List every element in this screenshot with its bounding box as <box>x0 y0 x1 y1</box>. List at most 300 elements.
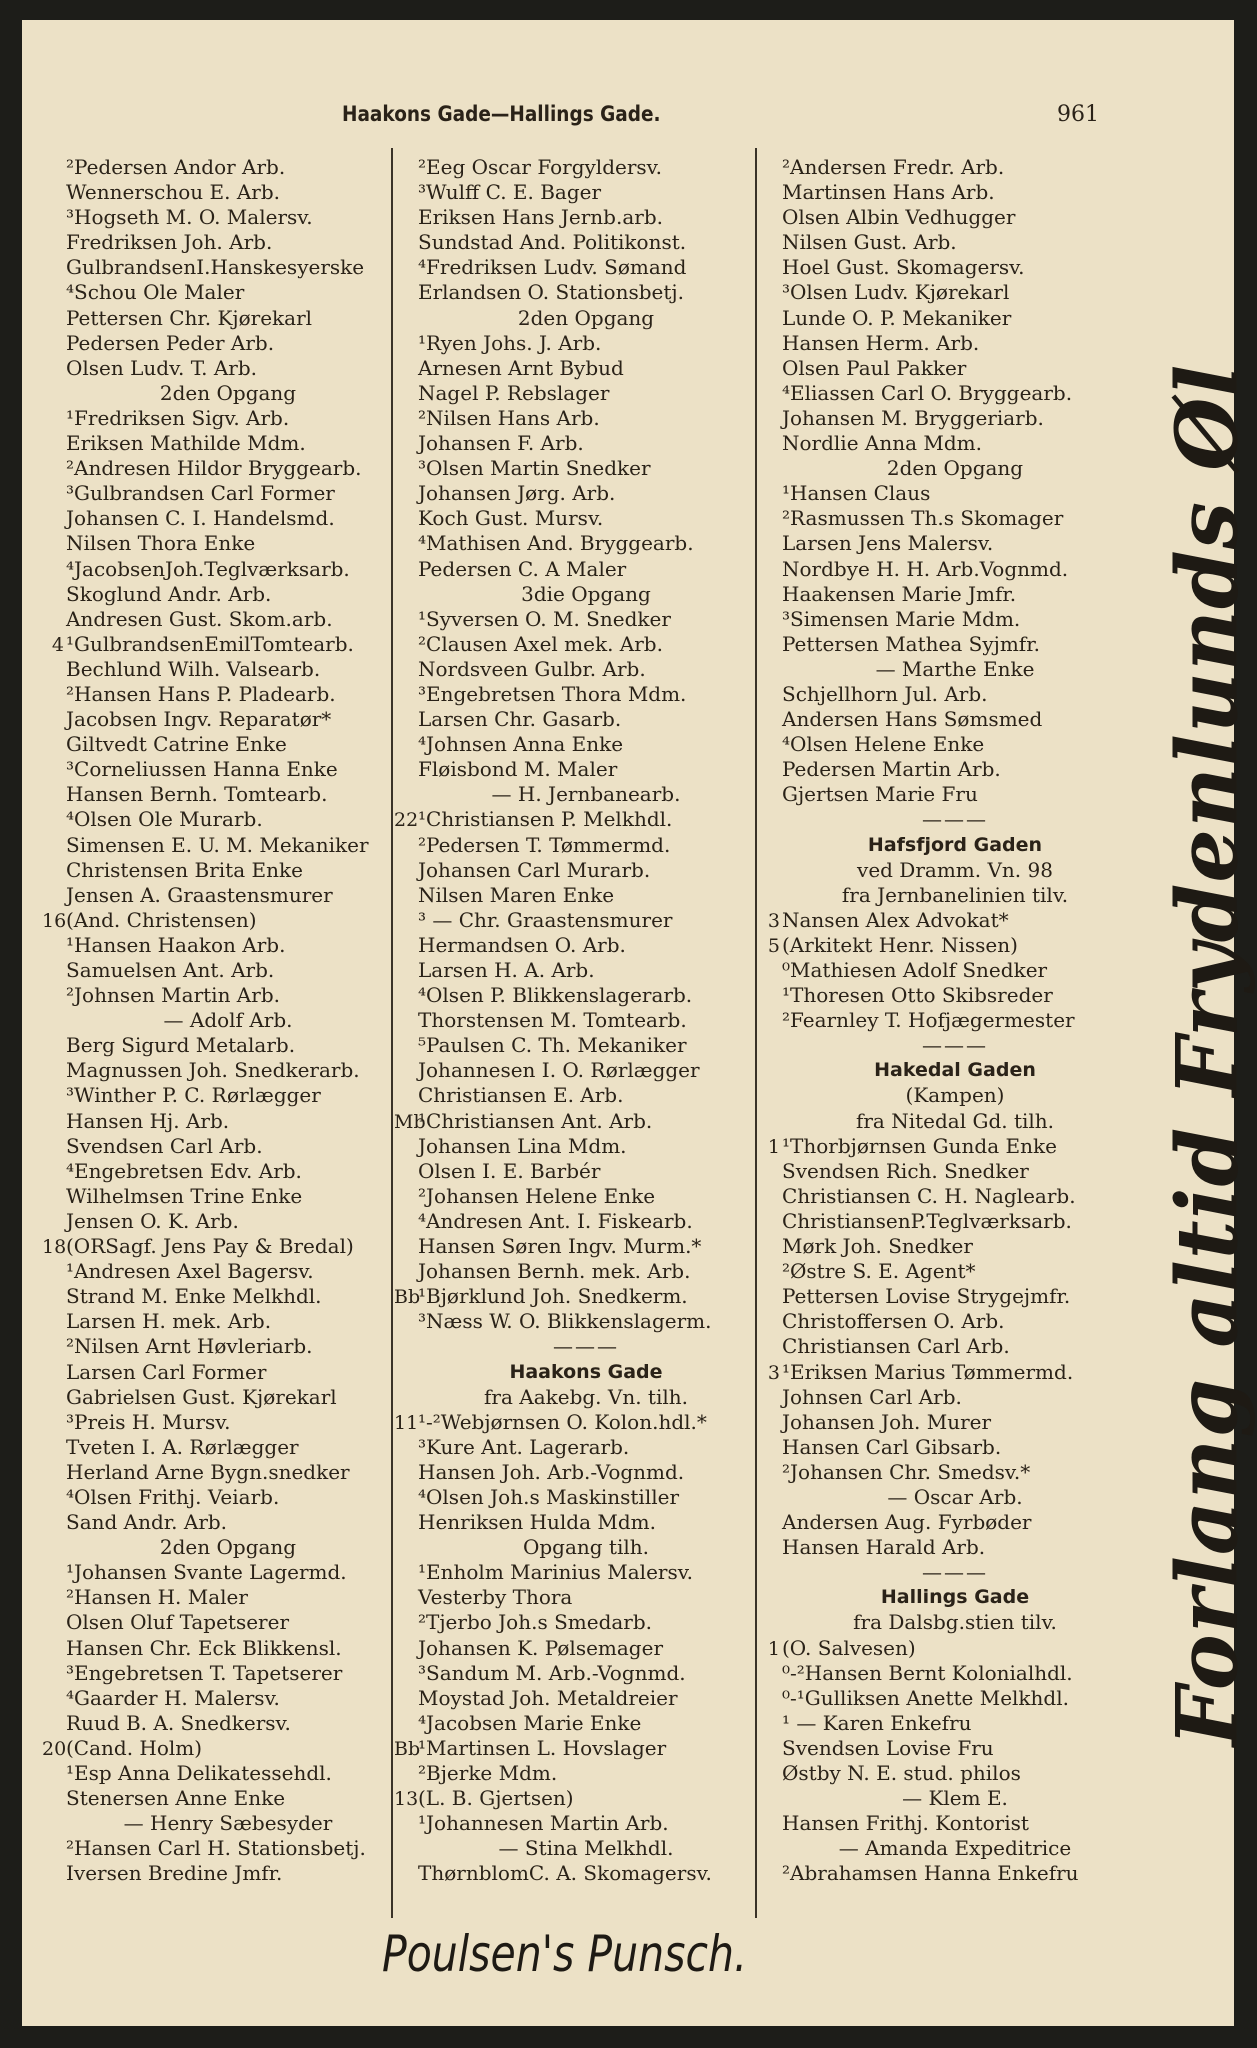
entry-text: Johannesen I. O. Rørlægger <box>418 1058 700 1083</box>
column-2 <box>394 155 754 1886</box>
directory-entry <box>758 255 1128 280</box>
house-number: 3 <box>767 1361 780 1384</box>
entry-text: ²Andersen Fredr. Arb. <box>782 155 1005 179</box>
directory-entry <box>42 1234 390 1259</box>
entry-text: Andresen Gust. Skom.arb. <box>66 606 333 631</box>
entry-text: 2den Opgang <box>886 456 1024 481</box>
entry-text: ——— <box>553 1334 619 1359</box>
entry-text: ²Eeg Oscar Forgyldersv. <box>418 155 662 179</box>
entry-text: Johansen Carl Murarb. <box>418 857 651 882</box>
directory-entry <box>42 481 390 506</box>
directory-entry <box>42 933 390 958</box>
entry-text: ²Pedersen T. Tømmermd. <box>418 832 671 857</box>
entry-text: Nansen Alex Advokat* <box>782 907 1009 932</box>
directory-entry <box>42 657 390 682</box>
directory-entry <box>394 632 754 657</box>
entry-text: ²Hansen Hans P. Pladearb. <box>66 681 336 706</box>
entry-text: ³ — Chr. Graastensmurer <box>418 907 673 932</box>
house-number: 22 <box>394 809 419 832</box>
entry-text: ⁴Olsen Frithj. Veiarb. <box>66 1484 280 1509</box>
entry-text: Jensen A. Graastensmurer <box>66 882 333 907</box>
entry-text: ⁴Mathisen And. Bryggearb. <box>418 531 694 556</box>
directory-entry <box>758 356 1128 381</box>
entry-text: fra Aakebg. Vn. tilh. <box>484 1384 688 1409</box>
directory-entry <box>758 506 1128 531</box>
entry-text: ²Pedersen Andor Arb. <box>66 155 286 179</box>
directory-entry <box>42 1309 390 1334</box>
entry-text: ¹-²Webjørnsen O. Kolon.hdl.* <box>418 1409 707 1434</box>
directory-entry <box>42 180 390 205</box>
entry-text: Hansen Joh. Arb.-Vognmd. <box>418 1459 685 1484</box>
house-number: Mb <box>394 1110 426 1133</box>
directory-entry <box>42 607 390 632</box>
entry-text: ²Nilsen Arnt Høvleriarb. <box>66 1334 313 1359</box>
entry-text: ²Johnsen Martin Arb. <box>66 983 280 1008</box>
entry-text: Henriksen Hulda Mdm. <box>418 1510 656 1535</box>
directory-entry <box>758 1259 1128 1284</box>
directory-entry <box>394 1008 754 1033</box>
directory-entry <box>758 1510 1128 1535</box>
directory-entry <box>394 1610 754 1635</box>
directory-entry <box>758 682 1128 707</box>
directory-entry <box>758 331 1128 356</box>
entry-text: — Henry Sæbesyder <box>123 1811 333 1836</box>
entry-text: ¹Esp Anna Delikatessehdl. <box>66 1761 332 1785</box>
entry-text: ³Engebretsen T. Tapetserer <box>66 1660 343 1685</box>
entry-text: ³Kure Ant. Lagerarb. <box>418 1434 630 1459</box>
directory-entry <box>42 1786 390 1811</box>
entry-text: Hallings Gade <box>880 1586 1030 1609</box>
entry-text: — Oscar Arb. <box>887 1484 1023 1509</box>
entry-text: Hansen Chr. Eck Blikkensl. <box>66 1635 342 1660</box>
entry-text: Arnesen Arnt Bybud <box>418 355 624 380</box>
directory-entry <box>42 1109 390 1134</box>
entry-text: Samuelsen Ant. Arb. <box>66 958 275 982</box>
directory-entry <box>42 1259 390 1284</box>
entry-text: Johansen C. I. Handelsmd. <box>66 506 335 531</box>
directory-entry <box>394 1159 754 1184</box>
entry-text: Herland Arne Bygn.snedker <box>66 1459 350 1484</box>
directory-entry <box>758 1535 1128 1560</box>
entry-text: Jacobsen Ingv. Reparatør* <box>66 707 332 732</box>
entry-text: Fløisbond M. Maler <box>418 757 618 782</box>
directory-entry <box>42 1334 390 1359</box>
entry-text: Hansen Hj. Arb. <box>66 1108 230 1133</box>
directory-entry <box>42 1385 390 1410</box>
directory-entry <box>394 607 754 632</box>
entry-text: Skoglund Andr. Arb. <box>66 581 272 606</box>
entry-text: Johansen Jørg. Arb. <box>418 481 616 506</box>
directory-entry <box>42 1033 390 1058</box>
directory-entry <box>758 582 1128 607</box>
entry-text: ¹Syversen O. M. Snedker <box>418 606 671 631</box>
entry-text: Fredriksen Joh. Arb. <box>66 230 273 255</box>
directory-entry <box>758 381 1128 406</box>
directory-entry <box>42 1585 390 1610</box>
directory-entry <box>42 1058 390 1083</box>
entry-text: fra Jernbanelinien tilv. <box>841 882 1069 907</box>
directory-entry <box>42 1636 390 1661</box>
entry-text: Sundstad And. Politikonst. <box>418 230 687 255</box>
entry-text: Johansen K. Pølsemager <box>418 1635 664 1660</box>
entry-text: ⁴Engebretsen Edv. Arb. <box>66 1158 302 1183</box>
directory-entry <box>42 1560 390 1585</box>
directory-entry <box>758 481 1128 506</box>
entry-text: ⁰-¹Gulliksen Anette Melkhdl. <box>782 1685 1069 1710</box>
entry-text: Strand M. Enke Melkhdl. <box>66 1284 322 1309</box>
entry-text: ³Wulff C. E. Bager <box>418 180 602 205</box>
entry-text: ⁴Olsen Ole Murarb. <box>66 807 263 832</box>
directory-entry <box>394 381 754 406</box>
directory-entry <box>394 1134 754 1159</box>
entry-text: Koch Gust. Mursv. <box>418 506 604 531</box>
entry-text: Schjellhorn Jul. Arb. <box>782 681 988 706</box>
directory-entry <box>394 983 754 1008</box>
entry-text: ChristiansenP.Teglværksarb. <box>782 1208 1072 1233</box>
directory-entry <box>758 1636 1128 1661</box>
directory-entry <box>758 406 1128 431</box>
directory-entry <box>758 933 1128 958</box>
directory-entry <box>42 531 390 556</box>
directory-entry <box>42 1686 390 1711</box>
entry-text: ¹Eriksen Marius Tømmermd. <box>782 1359 1074 1384</box>
directory-entry <box>758 1861 1128 1886</box>
directory-entry <box>758 1083 1128 1108</box>
entry-text: Østby N. E. stud. philos <box>782 1761 1021 1785</box>
entry-text: Hansen Frithj. Kontorist <box>782 1811 1029 1836</box>
entry-text: Larsen Carl Former <box>66 1359 267 1384</box>
entry-text: ⁴Fredriksen Ludv. Sømand <box>418 255 687 280</box>
entry-text: ³Næss W. O. Blikkenslagerm. <box>418 1309 712 1334</box>
directory-entry <box>758 732 1128 757</box>
house-number: 1 <box>767 1135 780 1158</box>
directory-entry <box>758 1836 1128 1861</box>
directory-entry <box>42 833 390 858</box>
directory-entry <box>394 883 754 908</box>
directory-entry <box>758 1360 1128 1385</box>
entry-text: Nordlie Anna Mdm. <box>782 431 982 456</box>
directory-entry <box>42 883 390 908</box>
directory-entry <box>42 632 390 657</box>
section-separator <box>758 1033 1128 1058</box>
entry-text: ²Nilsen Hans Arb. <box>418 405 600 430</box>
entry-text: Hakedal Gaden <box>874 1059 1036 1082</box>
entry-text: ¹Johannesen Martin Arb. <box>418 1811 669 1836</box>
directory-entry <box>42 958 390 983</box>
directory-entry <box>394 255 754 280</box>
entry-text: Hermandsen O. Arb. <box>418 932 626 957</box>
entry-text: ⁴Schou Ole Maler <box>66 280 245 305</box>
house-number: 11 <box>394 1411 419 1434</box>
directory-entry <box>42 431 390 456</box>
section-separator <box>758 1560 1128 1585</box>
directory-entry <box>42 582 390 607</box>
directory-entry <box>758 607 1128 632</box>
directory-entry <box>42 732 390 757</box>
entry-text: Pedersen C. A Maler <box>418 556 627 581</box>
column-divider <box>391 148 393 1918</box>
directory-entry <box>394 958 754 983</box>
entry-text: Nordsveen Gulbr. Arb. <box>418 656 646 681</box>
directory-entry <box>394 1259 754 1284</box>
entry-text: ²Bjerke Mdm. <box>418 1761 558 1785</box>
entry-text: ¹Johansen Svante Lagermd. <box>66 1560 347 1585</box>
directory-entry <box>42 1435 390 1460</box>
directory-entry <box>42 1284 390 1309</box>
directory-entry <box>758 858 1128 883</box>
entry-text: ⁰-²Hansen Bernt Kolonialhdl. <box>782 1660 1073 1685</box>
house-number: 13 <box>394 1788 419 1811</box>
entry-text: ¹Bjørklund Joh. Snedkerm. <box>418 1284 688 1309</box>
entry-text: ³Olsen Ludv. Kjørekarl <box>782 280 1010 305</box>
entry-text: — Klem E. <box>902 1786 1008 1811</box>
entry-text: ³Preis H. Mursv. <box>66 1409 231 1434</box>
directory-entry <box>758 1385 1128 1410</box>
entry-text: Berg Sigurd Metalarb. <box>66 1033 296 1058</box>
entry-text: Nilsen Maren Enke <box>418 882 615 907</box>
directory-entry <box>758 155 1128 180</box>
entry-text: ¹Martinsen L. Hovslager <box>418 1735 667 1760</box>
directory-entry <box>394 1535 754 1560</box>
entry-text: ¹Christiansen P. Melkhdl. <box>418 807 673 832</box>
entry-text: (Cand. Holm) <box>66 1735 203 1760</box>
directory-entry <box>394 481 754 506</box>
directory-entry <box>394 1109 754 1134</box>
entry-text: Iversen Bredine Jmfr. <box>66 1861 283 1886</box>
entry-text: Moystad Joh. Metaldreier <box>418 1685 678 1710</box>
directory-entry <box>758 707 1128 732</box>
directory-entry <box>42 807 390 832</box>
entry-text: ¹Fredriksen Sigv. Arb. <box>66 405 290 430</box>
house-number: 5 <box>767 934 780 957</box>
entry-text: ¹Christiansen Ant. Arb. <box>418 1108 653 1133</box>
entry-text: Nagel P. Rebslager <box>418 380 610 405</box>
directory-entry <box>758 1410 1128 1435</box>
entry-text: Stenersen Anne Enke <box>66 1786 286 1811</box>
directory-entry <box>758 657 1128 682</box>
directory-entry <box>42 1836 390 1861</box>
entry-text: ²Johansen Chr. Smedsv.* <box>782 1459 1031 1484</box>
directory-entry <box>394 1284 754 1309</box>
entry-text: (L. B. Gjertsen) <box>418 1786 574 1811</box>
directory-entry <box>394 682 754 707</box>
house-number: 16 <box>42 909 67 932</box>
entry-text: ¹ — Karen Enkefru <box>782 1710 972 1735</box>
entry-text: (Kampen) <box>905 1083 1005 1108</box>
directory-entry <box>42 1711 390 1736</box>
entry-text: Larsen Jens Malersv. <box>782 531 994 556</box>
entry-text: ¹Hansen Haakon Arb. <box>66 932 286 957</box>
entry-text: ¹Ryen Johs. J. Arb. <box>418 330 602 355</box>
entry-text: fra Dalsbg.stien tilv. <box>853 1610 1057 1635</box>
directory-entry <box>394 306 754 331</box>
entry-text: Nordbye H. H. Arb.Vognmd. <box>782 556 1069 581</box>
entry-text: ⁴Andresen Ant. I. Fiskearb. <box>418 1208 693 1233</box>
entry-text: ²Clausen Axel mek. Arb. <box>418 631 663 656</box>
house-number: 4 <box>51 633 64 656</box>
entry-text: Hoel Gust. Skomagersv. <box>782 255 1025 280</box>
directory-entry <box>758 1008 1128 1033</box>
entry-text: Nilsen Thora Enke <box>66 531 256 556</box>
entry-text: Nilsen Gust. Arb. <box>782 230 957 255</box>
entry-text: Svendsen Rich. Snedker <box>782 1158 1029 1183</box>
entry-text: Haakensen Marie Jmfr. <box>782 581 1017 606</box>
entry-text: ¹GulbrandsenEmilTomtearb. <box>66 631 354 656</box>
entry-text: — H. Jernbanearb. <box>491 782 681 807</box>
directory-entry <box>758 1460 1128 1485</box>
entry-text: Larsen H. mek. Arb. <box>66 1309 272 1334</box>
entry-text: ²Hansen Carl H. Stationsbetj. <box>66 1836 366 1861</box>
directory-entry <box>42 331 390 356</box>
directory-entry <box>758 306 1128 331</box>
entry-text: ³Corneliussen Hanna Enke <box>66 757 338 782</box>
directory-entry <box>394 1510 754 1535</box>
directory-entry <box>42 1184 390 1209</box>
directory-entry <box>394 1058 754 1083</box>
directory-entry <box>42 280 390 305</box>
directory-entry <box>394 1385 754 1410</box>
street-heading <box>758 833 1128 858</box>
directory-entry <box>758 1761 1128 1786</box>
directory-entry <box>394 1410 754 1435</box>
entry-text: Olsen Albin Vedhugger <box>782 205 1016 230</box>
directory-entry <box>42 1360 390 1385</box>
entry-text: Erlandsen O. Stationsbetj. <box>418 280 684 305</box>
directory-entry <box>394 1209 754 1234</box>
directory-entry <box>394 1811 754 1836</box>
entry-text: ⁴Olsen Helene Enke <box>782 732 985 757</box>
directory-entry <box>42 1610 390 1635</box>
directory-entry <box>758 1234 1128 1259</box>
entry-text: Haakons Gade <box>509 1360 663 1383</box>
entry-text: Gabrielsen Gust. Kjørekarl <box>66 1384 337 1409</box>
directory-entry <box>42 757 390 782</box>
directory-entry <box>394 1636 754 1661</box>
entry-text: Larsen Chr. Gasarb. <box>418 707 622 732</box>
directory-entry <box>42 1761 390 1786</box>
directory-entry <box>758 180 1128 205</box>
directory-entry <box>758 782 1128 807</box>
directory-entry <box>42 1535 390 1560</box>
entry-text: Olsen Paul Pakker <box>782 355 967 380</box>
page-title: Haakons Gade—Hallings Gade. <box>342 102 661 126</box>
entry-text: ¹Andresen Axel Bagersv. <box>66 1259 314 1284</box>
page-header <box>22 102 1234 134</box>
entry-text: ——— <box>922 1033 988 1058</box>
directory-entry <box>394 757 754 782</box>
entry-text: Jensen O. K. Arb. <box>66 1208 239 1233</box>
directory-entry <box>42 1083 390 1108</box>
directory-entry <box>394 230 754 255</box>
column-divider <box>755 148 757 1918</box>
entry-text: GulbrandsenI.Hanskesyerske <box>66 255 365 280</box>
directory-entry <box>394 1761 754 1786</box>
entry-text: Christiansen E. Arb. <box>418 1083 624 1108</box>
directory-entry <box>394 908 754 933</box>
street-heading <box>758 1058 1128 1083</box>
directory-entry <box>42 356 390 381</box>
entry-text: Vesterby Thora <box>418 1585 573 1610</box>
entry-text: Pettersen Lovise Strygejmfr. <box>782 1284 1071 1309</box>
house-number: Bb <box>394 1286 421 1309</box>
entry-text: Christiansen C. H. Naglearb. <box>782 1183 1076 1208</box>
entry-text: ⁴Jacobsen Marie Enke <box>418 1710 642 1735</box>
directory-entry <box>394 456 754 481</box>
entry-text: Hansen Herm. Arb. <box>782 330 980 355</box>
directory-entry <box>394 807 754 832</box>
entry-text: ²Fearnley T. Hofjægermester <box>782 1008 1075 1033</box>
house-number: 3 <box>767 909 780 932</box>
directory-entry <box>394 1083 754 1108</box>
entry-text: Wilhelmsen Trine Enke <box>66 1183 303 1208</box>
directory-entry <box>758 1686 1128 1711</box>
directory-entry <box>42 707 390 732</box>
entry-text: — Amanda Expeditrice <box>838 1836 1072 1861</box>
directory-entry <box>758 757 1128 782</box>
directory-entry <box>42 506 390 531</box>
entry-text: ³Gulbrandsen Carl Former <box>66 481 335 506</box>
entry-text: Magnussen Joh. Snedkerarb. <box>66 1058 360 1083</box>
directory-entry <box>758 1610 1128 1635</box>
column-3 <box>758 155 1128 1886</box>
directory-entry <box>394 155 754 180</box>
section-separator <box>394 1334 754 1359</box>
entry-text: Johnsen Carl Arb. <box>782 1384 962 1409</box>
entry-text: ⁴Olsen Joh.s Maskinstiller <box>418 1484 680 1509</box>
entry-text: ¹Thorbjørnsen Gunda Enke <box>782 1133 1057 1158</box>
entry-text: Pettersen Chr. Kjørekarl <box>66 305 313 330</box>
directory-entry <box>394 732 754 757</box>
entry-text: Tveten I. A. Rørlægger <box>66 1434 299 1459</box>
directory-entry <box>42 1159 390 1184</box>
entry-text: ⁵Paulsen C. Th. Mekaniker <box>418 1033 687 1058</box>
directory-entry <box>394 1309 754 1334</box>
directory-entry <box>758 1811 1128 1836</box>
entry-text: 2den Opgang <box>159 380 297 405</box>
directory-entry <box>42 1861 390 1886</box>
directory-entry <box>394 280 754 305</box>
directory-entry <box>394 1861 754 1886</box>
entry-text: Pedersen Martin Arb. <box>782 757 1001 782</box>
entry-text: Svendsen Lovise Fru <box>782 1735 994 1760</box>
entry-text: Hansen Søren Ingv. Murm.* <box>418 1234 702 1259</box>
directory-entry <box>758 1309 1128 1334</box>
entry-text: Gjertsen Marie Fru <box>782 782 978 807</box>
directory-entry <box>42 456 390 481</box>
entry-text: Johansen Lina Mdm. <box>418 1133 627 1158</box>
entry-text: ved Dramm. Vn. 98 <box>857 857 1053 882</box>
directory-entry <box>758 1284 1128 1309</box>
entry-text: ⁴Gaarder H. Malersv. <box>66 1685 280 1710</box>
directory-entry <box>42 1410 390 1435</box>
entry-text: 2den Opgang <box>517 305 655 330</box>
entry-text: Hansen Carl Gibsarb. <box>782 1434 1002 1459</box>
directory-entry <box>758 557 1128 582</box>
directory-entry <box>394 1033 754 1058</box>
entry-text: ²Østre S. E. Agent* <box>782 1259 976 1284</box>
entry-text: Johansen Bernh. mek. Arb. <box>418 1259 691 1284</box>
footer-advertisement: Poulsen's Punsch. <box>382 1925 748 1983</box>
entry-text: ³Sandum M. Arb.-Vognmd. <box>418 1660 686 1685</box>
directory-entry <box>758 456 1128 481</box>
entry-text: ——— <box>922 1560 988 1585</box>
directory-entry <box>42 1460 390 1485</box>
page-number: 961 <box>1057 102 1099 127</box>
directory-entry <box>42 306 390 331</box>
entry-text: (ORSagf. Jens Pay & Bredal) <box>66 1234 354 1259</box>
directory-entry <box>758 431 1128 456</box>
directory-entry <box>394 1184 754 1209</box>
